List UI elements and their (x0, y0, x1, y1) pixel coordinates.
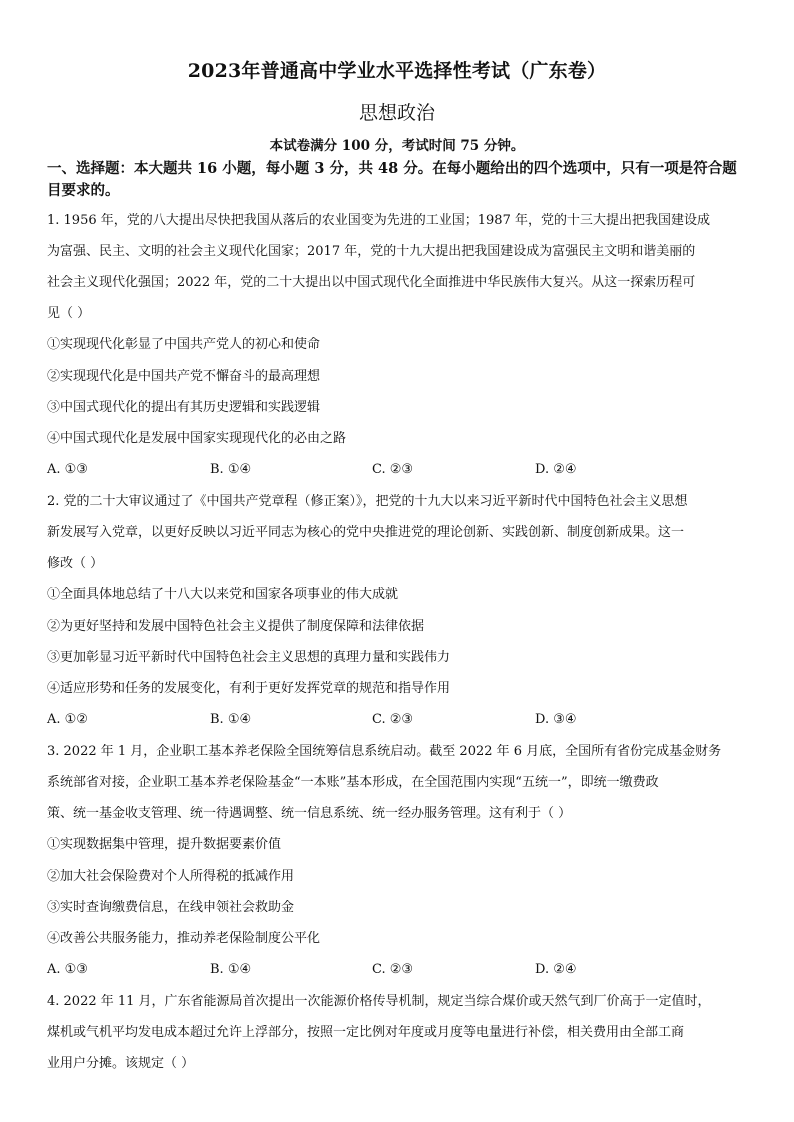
section-heading: 一、选择题：本大题共 16 小题，每小题 3 分，共 48 分。在每小题给出的四个选项中，只有一项是符合题目要求的。 (47, 160, 737, 199)
answer-options (47, 712, 747, 728)
option-a: A. ①③ (47, 962, 88, 977)
option-c: C. ②③ (372, 712, 414, 727)
option-d: D. ③④ (535, 712, 577, 727)
question-stem-line: 社会主义现代化强国；2022 年，党的二十大提出以中国式现代化全面推进中华民族伟大复兴。从这一探索历程可 (47, 275, 696, 290)
option-b: B. ①④ (210, 462, 252, 477)
question-stem-line: 系统部省对接，企业职工基本养老保险基金“一本账”基本形成，在全国范围内实现“五统一”，即统一缴费政 (47, 775, 659, 790)
exam-meta: 本试卷满分 100 分，考试时间 75 分钟。 (269, 138, 525, 154)
question-item: ①全面具体地总结了十八大以来党和国家各项事业的伟大成就 (47, 587, 399, 602)
question-stem-line: 为富强、民主、文明的社会主义现代化国家；2017 年，党的十九大提出把我国建设成为富强民主文明和谐美丽的 (47, 244, 696, 259)
question-item: ④适应形势和任务的发展变化，有利于更好发挥党章的规范和指导作用 (47, 681, 451, 696)
question-stem-line: 2. 党的二十大审议通过了《中国共产党章程（修正案）》，把党的十九大以来习近平新时代中国特色社会主义思想 (47, 494, 688, 509)
option-b: B. ①④ (210, 712, 252, 727)
option-b: B. ①④ (210, 962, 252, 977)
exam-subject: 思想政治 (358, 102, 435, 124)
question-stem-line: 修改（ ） (47, 556, 104, 571)
question-stem-line: 煤机或气机平均发电成本超过允许上浮部分，按照一定比例对年度或月度等电量进行补偿，相关费用由全部工商 (47, 1025, 685, 1040)
question-item: ①实现数据集中管理，提升数据要素价值 (47, 837, 282, 852)
question-stem-line: 业用户分摊。该规定（ ） (47, 1056, 195, 1071)
question-stem-line: 4. 2022 年 11 月，广东省能源局首次提出一次能源价格传导机制，规定当综合煤价或天然气到厂价高于一定值时， (47, 994, 711, 1009)
question-item: ②加大社会保险费对个人所得税的抵减作用 (47, 869, 295, 884)
question-stem-line: 1. 1956 年，党的八大提出尽快把我国从落后的农业国变为先进的工业国；1987 年，党的十三大提出把我国建设成 (47, 213, 710, 228)
question-item: ②实现现代化是中国共产党不懈奋斗的最高理想 (47, 369, 321, 384)
question-stem-line: 见（ ） (47, 306, 91, 321)
question-stem-line: 新发展写入党章，以更好反映以习近平同志为核心的党中央推进党的理论创新、实践创新、制度创新成果。这一 (47, 525, 685, 540)
option-a: A. ①③ (47, 462, 88, 477)
option-c: C. ②③ (372, 962, 414, 977)
exam-title: 2023年普通高中学业水平选择性考试（广东卷） (187, 60, 607, 82)
question-item: ③更加彰显习近平新时代中国特色社会主义思想的真理力量和实践伟力 (47, 650, 451, 665)
question-stem-line: 3. 2022 年 1 月，企业职工基本养老保险全国统筹信息系统启动。截至 2022 年 6 月底，全国所有省份完成基金财务 (47, 744, 722, 759)
question-item: ③中国式现代化的提出有其历史逻辑和实践逻辑 (47, 400, 321, 415)
question-item: ②为更好坚持和发展中国特色社会主义提供了制度保障和法律依据 (47, 619, 425, 634)
answer-options (47, 962, 747, 978)
option-c: C. ②③ (372, 462, 414, 477)
question-stem-line: 策、统一基金收支管理、统一待遇调整、统一信息系统、统一经办服务管理。这有利于（ ） (47, 806, 572, 821)
question-item: ④改善公共服务能力，推动养老保险制度公平化 (47, 931, 321, 946)
answer-options (47, 462, 747, 478)
question-item: ①实现现代化彰显了中国共产党人的初心和使命 (47, 337, 321, 352)
question-item: ③实时查询缴费信息，在线申领社会救助金 (47, 900, 295, 915)
question-item: ④中国式现代化是发展中国家实现现代化的必由之路 (47, 431, 347, 446)
option-d: D. ②④ (535, 462, 577, 477)
option-a: A. ①② (47, 712, 88, 727)
option-d: D. ②④ (535, 962, 577, 977)
